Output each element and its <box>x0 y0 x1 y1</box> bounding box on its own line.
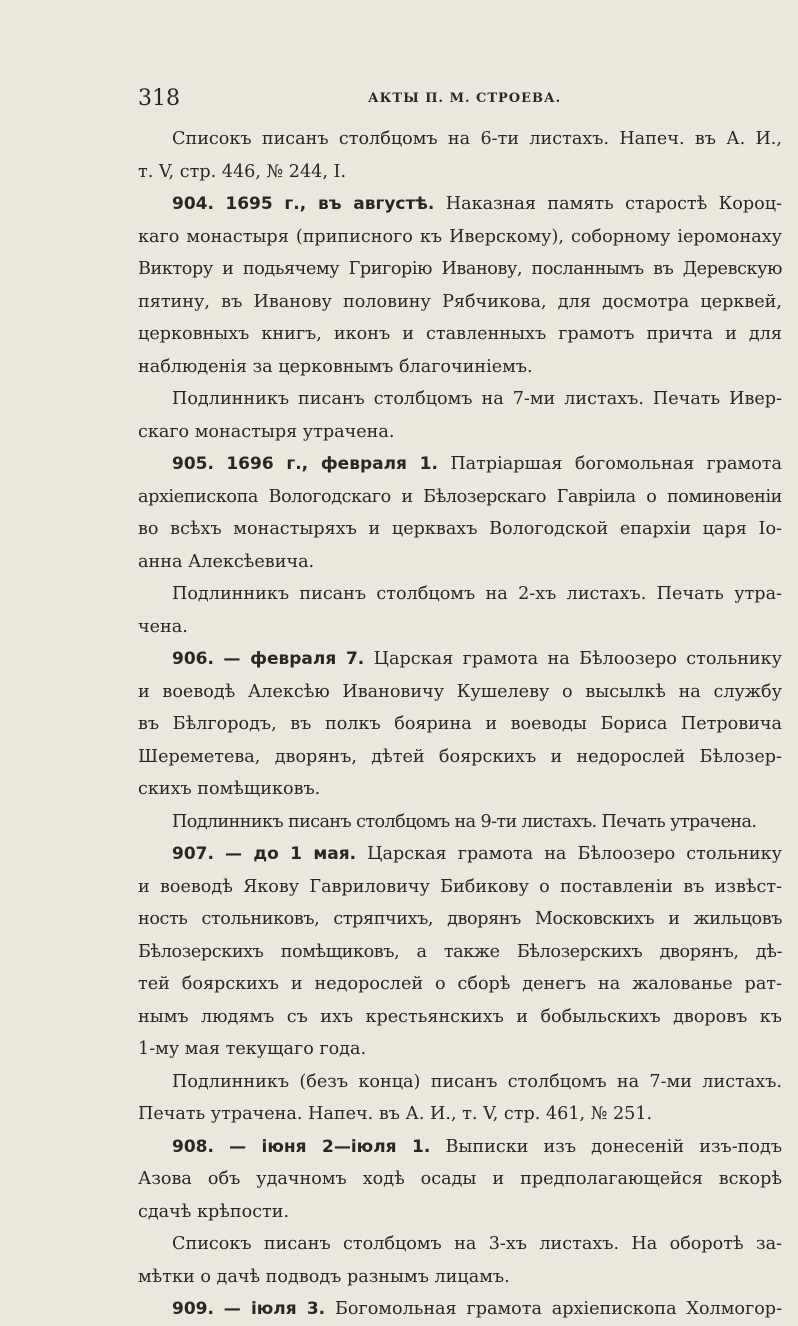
text-line: въ Бѣлгородъ, въ полкъ боярина и воеводы Бориса Петровича <box>138 714 782 734</box>
entry-number: 905. <box>172 454 214 474</box>
entry-date: 1695 г., въ августѣ. <box>225 194 435 214</box>
body-text <box>138 123 782 1326</box>
entry-908-line <box>138 1131 782 1164</box>
text-line: чена. <box>138 616 188 637</box>
entry-number: 906. <box>172 649 214 669</box>
text-line: и воеводѣ Якову Гавриловичу Бибикову о поставленіи въ извѣст- <box>138 876 782 897</box>
entry-date: 1696 г., февраля 1. <box>226 454 438 474</box>
text-line: тей боярскихъ и недорослей о сборѣ денегъ на жалованье рат- <box>138 974 782 994</box>
entry-text: Царская грамота на Бѣлоозеро стольнику <box>373 649 782 669</box>
text-line: Шереметева, дворянъ, дѣтей боярскихъ и недорослей Бѣлозер- <box>138 746 782 767</box>
text-line: скихъ помѣщиковъ. <box>138 779 321 799</box>
text-line: Виктору и подьячему Григорію Иванову, посланнымъ въ Деревскую <box>138 259 782 279</box>
text-line: каго монастыря (приписного къ Иверскому), соборному іеромонаху <box>138 226 782 247</box>
text-line: мѣтки о дачѣ подводъ разнымъ лицамъ. <box>138 1266 510 1287</box>
entry-906-line <box>138 643 782 676</box>
entry-date: — до 1 мая. <box>225 844 357 864</box>
text-line: Печать утрачена. Напеч. въ А. И., т. V, стр. 461, № 251. <box>138 1104 653 1124</box>
text-line: ность стольниковъ, стряпчихъ, дворянъ Московскихъ и жильцовъ <box>138 909 782 929</box>
entry-text: Выписки изъ донесеній изъ-подъ <box>445 1136 782 1157</box>
entry-904-line <box>138 188 782 221</box>
entry-number: 904. <box>172 194 214 214</box>
text-line: пятину, въ Иванову половину Рябчикова, для досмотра церквей, <box>138 291 782 312</box>
entry-number: 907. <box>172 844 214 864</box>
text-line: архіепископа Вологодскаго и Бѣлозерскаго Гавріила о поминовеніи <box>138 486 782 507</box>
text-line: Подлинникъ писанъ столбцомъ на 7-ми листахъ. Печать Ивер- <box>172 389 782 409</box>
text-line: во всѣхъ монастыряхъ и церквахъ Вологодской епархіи царя Іо- <box>138 519 782 539</box>
text-line: церковныхъ книгъ, иконъ и ставленныхъ грамотъ причта и для <box>138 324 782 344</box>
text-line: сдачѣ крѣпости. <box>138 1201 290 1222</box>
text-line: наблюденія за церковнымъ благочиніемъ. <box>138 356 533 377</box>
entry-909-line <box>138 1293 782 1326</box>
entry-text: Царская грамота на Бѣлоозеро стольнику <box>367 844 782 864</box>
entry-date: — іюня 2—іюля 1. <box>229 1136 431 1157</box>
entry-text: Богомольная грамота архіепископа Холмогор- <box>334 1299 782 1319</box>
entry-date: — февраля 7. <box>223 649 365 669</box>
entry-number: 909. <box>172 1299 214 1319</box>
text-line: 1-му мая текущаго года. <box>138 1039 367 1059</box>
text-line: Азова объ удачномъ ходѣ осады и предполагающейся вскорѣ <box>138 1169 782 1189</box>
entry-text: Патріаршая богомольная грамота <box>450 454 782 474</box>
text-line: Списокъ писанъ столбцомъ на 3-хъ листахъ. На оборотѣ за- <box>172 1234 782 1254</box>
entry-907-line <box>138 838 782 871</box>
text-line: анна Алексѣевича. <box>138 551 315 572</box>
page-number: 318 <box>138 86 180 111</box>
text-line: Бѣлозерскихъ помѣщиковъ, а также Бѣлозерскихъ дворянъ, дѣ- <box>138 941 782 962</box>
text-line: скаго монастыря утрачена. <box>138 421 395 442</box>
running-title: АКТЫ П. М. СТРОЕВА. <box>368 91 562 106</box>
text-line: и воеводѣ Алексѣю Ивановичу Кушелеву о высылкѣ на службу <box>138 681 782 702</box>
text-line: Подлинникъ писанъ столбцомъ на 2-хъ листахъ. Печать утра- <box>172 584 782 604</box>
entry-text: Наказная память старостѣ Короц- <box>445 194 782 214</box>
text-line: нымъ людямъ съ ихъ крестьянскихъ и бобыльскихъ дворовъ къ <box>138 1006 782 1027</box>
entry-date: — іюля 3. <box>223 1299 326 1319</box>
entry-905-line <box>138 448 782 481</box>
text-line: Подлинникъ писанъ столбцомъ на 9-ти листахъ. Печать утрачена. <box>172 811 757 832</box>
text-line: Подлинникъ (безъ конца) писанъ столбцомъ на 7-ми листахъ. <box>172 1071 782 1092</box>
entry-number: 908. <box>172 1136 214 1157</box>
text-line: т. V, стр. 446, № 244, I. <box>138 161 347 182</box>
page-header <box>138 86 782 114</box>
text-line: Списокъ писанъ столбцомъ на 6-ти листахъ. Напеч. въ А. И., <box>172 129 782 149</box>
